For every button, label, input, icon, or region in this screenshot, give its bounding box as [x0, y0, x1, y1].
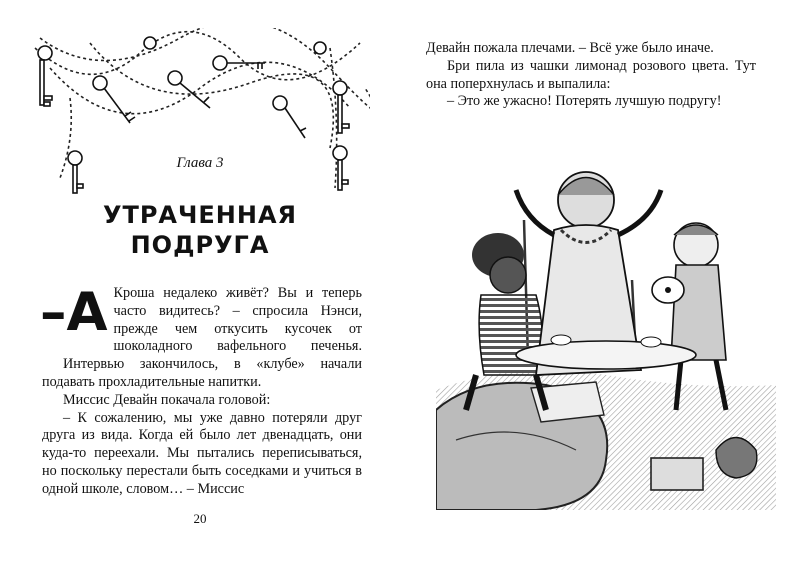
paragraph-7: – Это же ужасно! Потерять лучшую подругу! [447, 93, 722, 110]
chapter-title-line2: ПОДРУГА [130, 231, 270, 259]
chapter-title-line1: УТРАЧЕННАЯ [102, 201, 298, 229]
paragraph-5: Девайн пожала плечами. – Всё уже было иначе. [426, 40, 714, 56]
paragraph-3: Миссис Девайн покачала головой: [63, 391, 271, 408]
drop-cap: –А [40, 282, 108, 343]
right-page-text [426, 40, 756, 111]
paragraph-1: –А Кроша недалеко живёт? Вы и теперь часто видитесь? – спросила Нэнси, прежде чем откусить кусочек от шоколадного вафельного печенья. [40, 282, 362, 355]
paragraph-2: Интервью закончилось, в «клубе» начали подавать прохладительные напитки. [42, 356, 362, 390]
three-girls-tea-party-illustration [436, 160, 776, 510]
keys-and-chains-icon [30, 28, 370, 198]
paragraph-4: – К сожалению, мы уже давно потеряли друг друга из вида. Когда ей было лет двенадцать, они куда-то переехали. Мы пытались переписываться, но поскольку перестали быть соседками и учиться в одной школе, словом… – Миссис [42, 409, 362, 497]
left-page-text [40, 282, 362, 499]
chapter-label: Глава 3 [176, 155, 224, 171]
page-number: 20 [193, 511, 207, 526]
paragraph-6: Бри пила из чашки лимонад розового цвета. Тут она поперхнулась и выпалила: [426, 57, 756, 92]
